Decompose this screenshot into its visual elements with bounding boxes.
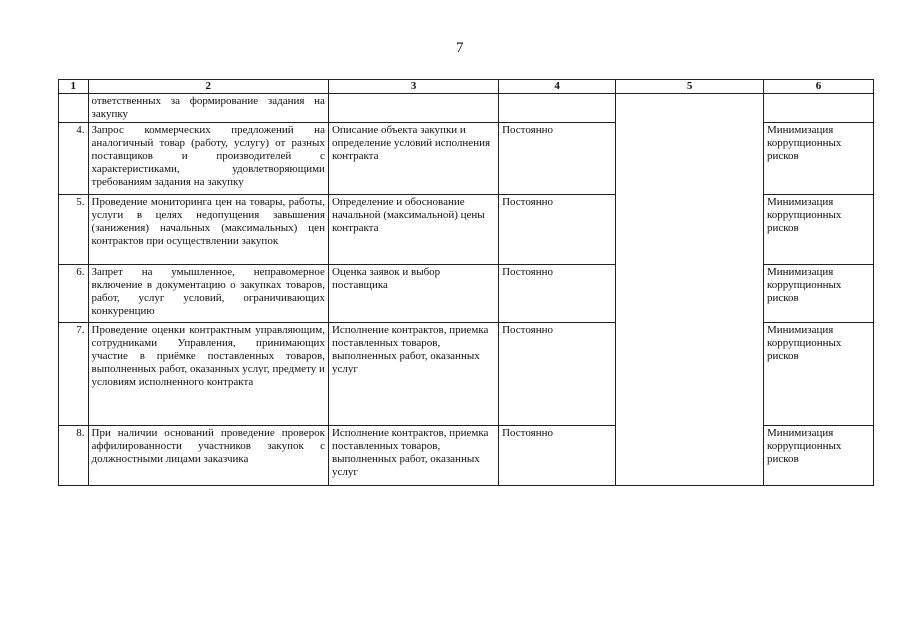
- procurement-stage: Исполнение контрактов, приемка поставленных товаров, выполненных работ, оказанных услуг: [328, 426, 498, 486]
- column-header-1: 1: [59, 80, 89, 94]
- page-number: 7: [456, 40, 464, 56]
- procurement-stage: Описание объекта закупки и определение условий исполнения контракта: [328, 123, 498, 195]
- procurement-stage: [328, 94, 498, 123]
- row-number: 5.: [59, 195, 89, 265]
- column-header-2: 2: [88, 80, 328, 94]
- anticorruption-measures-table: [58, 79, 874, 486]
- row-number: 7.: [59, 323, 89, 426]
- frequency: Постоянно: [499, 265, 616, 323]
- expected-result: Минимизация коррупционных рисков: [763, 323, 873, 426]
- expected-result: Минимизация коррупционных рисков: [763, 426, 873, 486]
- frequency: Постоянно: [499, 426, 616, 486]
- column-header-6: 6: [763, 80, 873, 94]
- table-header-row: [59, 80, 874, 94]
- row-number: 4.: [59, 123, 89, 195]
- expected-result: Минимизация коррупционных рисков: [763, 265, 873, 323]
- column-header-4: 4: [499, 80, 616, 94]
- procurement-stage: Исполнение контрактов, приемка поставленных товаров, выполненных работ, оказанных услуг: [328, 323, 498, 426]
- procurement-stage: Определение и обоснование начальной (максимальной) цены контракта: [328, 195, 498, 265]
- measure-description: Запрос коммерческих предложений на аналогичный товар (работу, услугу) от разных поставщиков и производителей с характеристиками, удовлетворяющими требованиям задания на закупку: [88, 123, 328, 195]
- measure-description: Запрет на умышленное, неправомерное включение в документацию о закупках товаров, работ, услуг условий, ограничивающих конкуренцию: [88, 265, 328, 323]
- measure-description: Проведение оценки контрактным управляющим, сотрудниками Управления, принимающих участие в приёмке поставленных товаров, выполненных работ, оказанных услуг, предмету и условиям исполненного контракта: [88, 323, 328, 426]
- row-number: 6.: [59, 265, 89, 323]
- row-number: [59, 94, 89, 123]
- expected-result: [763, 94, 873, 123]
- column-5-merged-cell: [616, 94, 764, 486]
- row-number: 8.: [59, 426, 89, 486]
- expected-result: Минимизация коррупционных рисков: [763, 123, 873, 195]
- frequency: [499, 94, 616, 123]
- procurement-stage: Оценка заявок и выбор поставщика: [328, 265, 498, 323]
- frequency: Постоянно: [499, 123, 616, 195]
- measure-description: Проведение мониторинга цен на товары, работы, услуги в целях недопущения завышения (занижения) начальных (максимальных) цен контрактов при осуществлении закупок: [88, 195, 328, 265]
- expected-result: Минимизация коррупционных рисков: [763, 195, 873, 265]
- frequency: Постоянно: [499, 323, 616, 426]
- measure-description: ответственных за формирование задания на закупку: [88, 94, 328, 123]
- column-header-3: 3: [328, 80, 498, 94]
- frequency: Постоянно: [499, 195, 616, 265]
- table-row: [59, 94, 874, 123]
- column-header-5: 5: [616, 80, 764, 94]
- measure-description: При наличии оснований проведение проверок аффилированности участников закупок с должностными лицами заказчика: [88, 426, 328, 486]
